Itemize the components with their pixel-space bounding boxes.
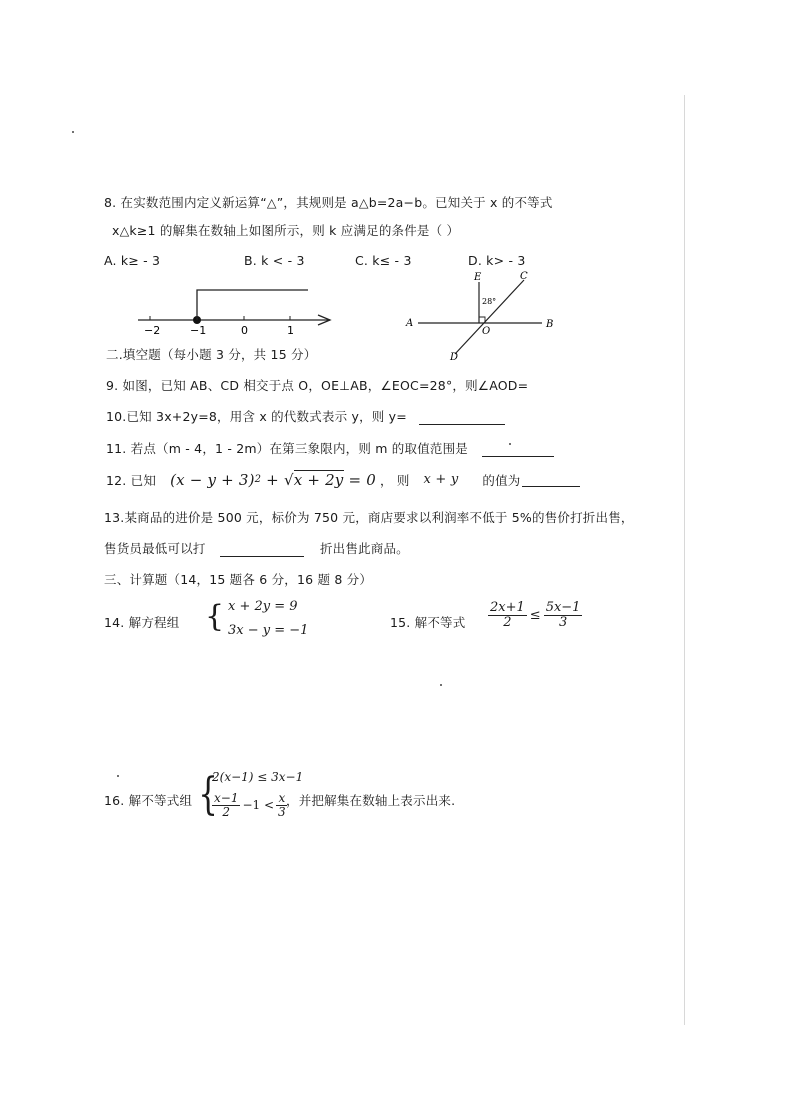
intersecting-lines-diagram (400, 268, 560, 363)
q12-row (106, 470, 580, 489)
q12-expr-sup: 2 (254, 474, 262, 485)
q13-line2-a: 售货员最低可以打 (104, 541, 206, 556)
label-o: O (482, 326, 491, 337)
q16-label: 16. 解不等式组 (104, 793, 193, 808)
left-brace-icon-2: { (198, 769, 218, 820)
q12-prefix: 12. 已知 (106, 472, 157, 488)
line-cd (455, 280, 524, 354)
scan-edge-line (684, 95, 685, 1025)
q15-num-left: 2x+1 (490, 600, 525, 615)
q14-eq2: 3x − y = −1 (228, 623, 309, 638)
q10-row (106, 407, 505, 425)
q13-line2-b: 折出售此商品。 (319, 541, 409, 556)
scan-speck (440, 684, 442, 686)
q11-row (106, 439, 554, 457)
q13-line2 (104, 539, 409, 557)
scan-speck (509, 443, 511, 445)
q12-mid: ， 则 (379, 472, 410, 488)
scan-speck (117, 775, 119, 777)
q16-den-b: 3 (278, 804, 286, 819)
q13-answer-blank (220, 542, 304, 557)
label-c: C (520, 271, 528, 282)
q15-den-right: 3 (558, 614, 568, 630)
q16-ineq2 (212, 792, 288, 818)
q15-inequality (488, 601, 582, 629)
sqrt-icon: √ (283, 470, 294, 489)
q8-option-b: B. k < - 3 (244, 253, 305, 268)
q11-text: 11. 若点（m - 4，1 - 2m）在第三象限内，则 m 的取值范围是 (106, 441, 469, 456)
tick-label-0: 0 (241, 324, 248, 337)
q16-num-b: x (278, 791, 286, 805)
q15-frac-left (488, 601, 527, 629)
tick-label-1: 1 (287, 324, 294, 337)
q8-option-a: A. k≥ - 3 (104, 253, 161, 268)
q11-answer-blank (482, 442, 554, 457)
label-b: B (546, 319, 554, 330)
tick-label-neg1: −1 (190, 324, 207, 337)
q10-text: 10.已知 3x+2y=8，用含 x 的代数式表示 y，则 y= (106, 409, 407, 424)
q15-frac-right (544, 601, 583, 629)
q16-mid: −1 < (242, 798, 275, 813)
tick-label-neg2: −2 (144, 324, 161, 337)
left-brace-icon: { (205, 599, 225, 634)
q10-answer-blank (419, 410, 505, 425)
q14-label: 14. 解方程组 (104, 615, 180, 630)
q12-expr-plus: + (261, 470, 284, 489)
q16-frac-a (212, 792, 240, 818)
number-line-diagram (130, 280, 340, 340)
q16-ineq1: 2(x−1) ≤ 3x−1 (212, 770, 304, 784)
q8-line1: 8. 在实数范围内定义新运算“△”，其规则是 a△b=2a−b。已知关于 x 的不等式 (104, 195, 553, 210)
angle-label: 28° (482, 297, 497, 306)
label-e: E (474, 272, 482, 283)
q12-expr-root: x + 2y (293, 471, 344, 489)
q16-suffix: ，并把解集在数轴上表示出来. (286, 793, 456, 808)
q15-num-right: 5x−1 (545, 600, 581, 615)
q14-eq1: x + 2y = 9 (228, 599, 298, 614)
q15-rel: ≤ (529, 607, 541, 623)
q16-den-a: 2 (222, 804, 231, 819)
label-a: A (406, 318, 414, 329)
q12-suffix: 的值为 (482, 472, 521, 488)
section2-title: 二.填空题（每小题 3 分，共 15 分） (106, 347, 317, 362)
solution-ray (197, 290, 308, 320)
q9-text: 9. 如图，已知 AB、CD 相交于点 O，OE⊥AB，∠EOC=28°，则∠AOD= (106, 378, 529, 393)
q8-option-c: C. k≤ - 3 (355, 253, 412, 268)
q16-num-a: x−1 (214, 791, 239, 805)
q15-den-left: 2 (503, 614, 512, 630)
q8-line2: x△k≥1 的解集在数轴上如图所示，则 k 应满足的条件是（ ） (112, 223, 460, 238)
q15-label: 15. 解不等式 (390, 615, 466, 630)
q8-option-d: D. k> - 3 (468, 253, 526, 268)
q12-answer-blank (522, 472, 580, 487)
q12-expr-main: (x − y + 3) (170, 470, 255, 489)
section3-title: 三、计算题（14，15 题各 6 分，16 题 8 分） (104, 572, 373, 587)
q12-expr-eq: = 0 (343, 470, 376, 489)
scan-speck (72, 131, 74, 133)
q12-xy: x + y (423, 472, 459, 487)
q13-line1: 13.某商品的进价是 500 元，标价为 750 元，商店要求以利润率不低于 5%的售价打折出售， (104, 510, 634, 525)
q12-equation (170, 470, 376, 489)
label-d: D (450, 352, 459, 363)
